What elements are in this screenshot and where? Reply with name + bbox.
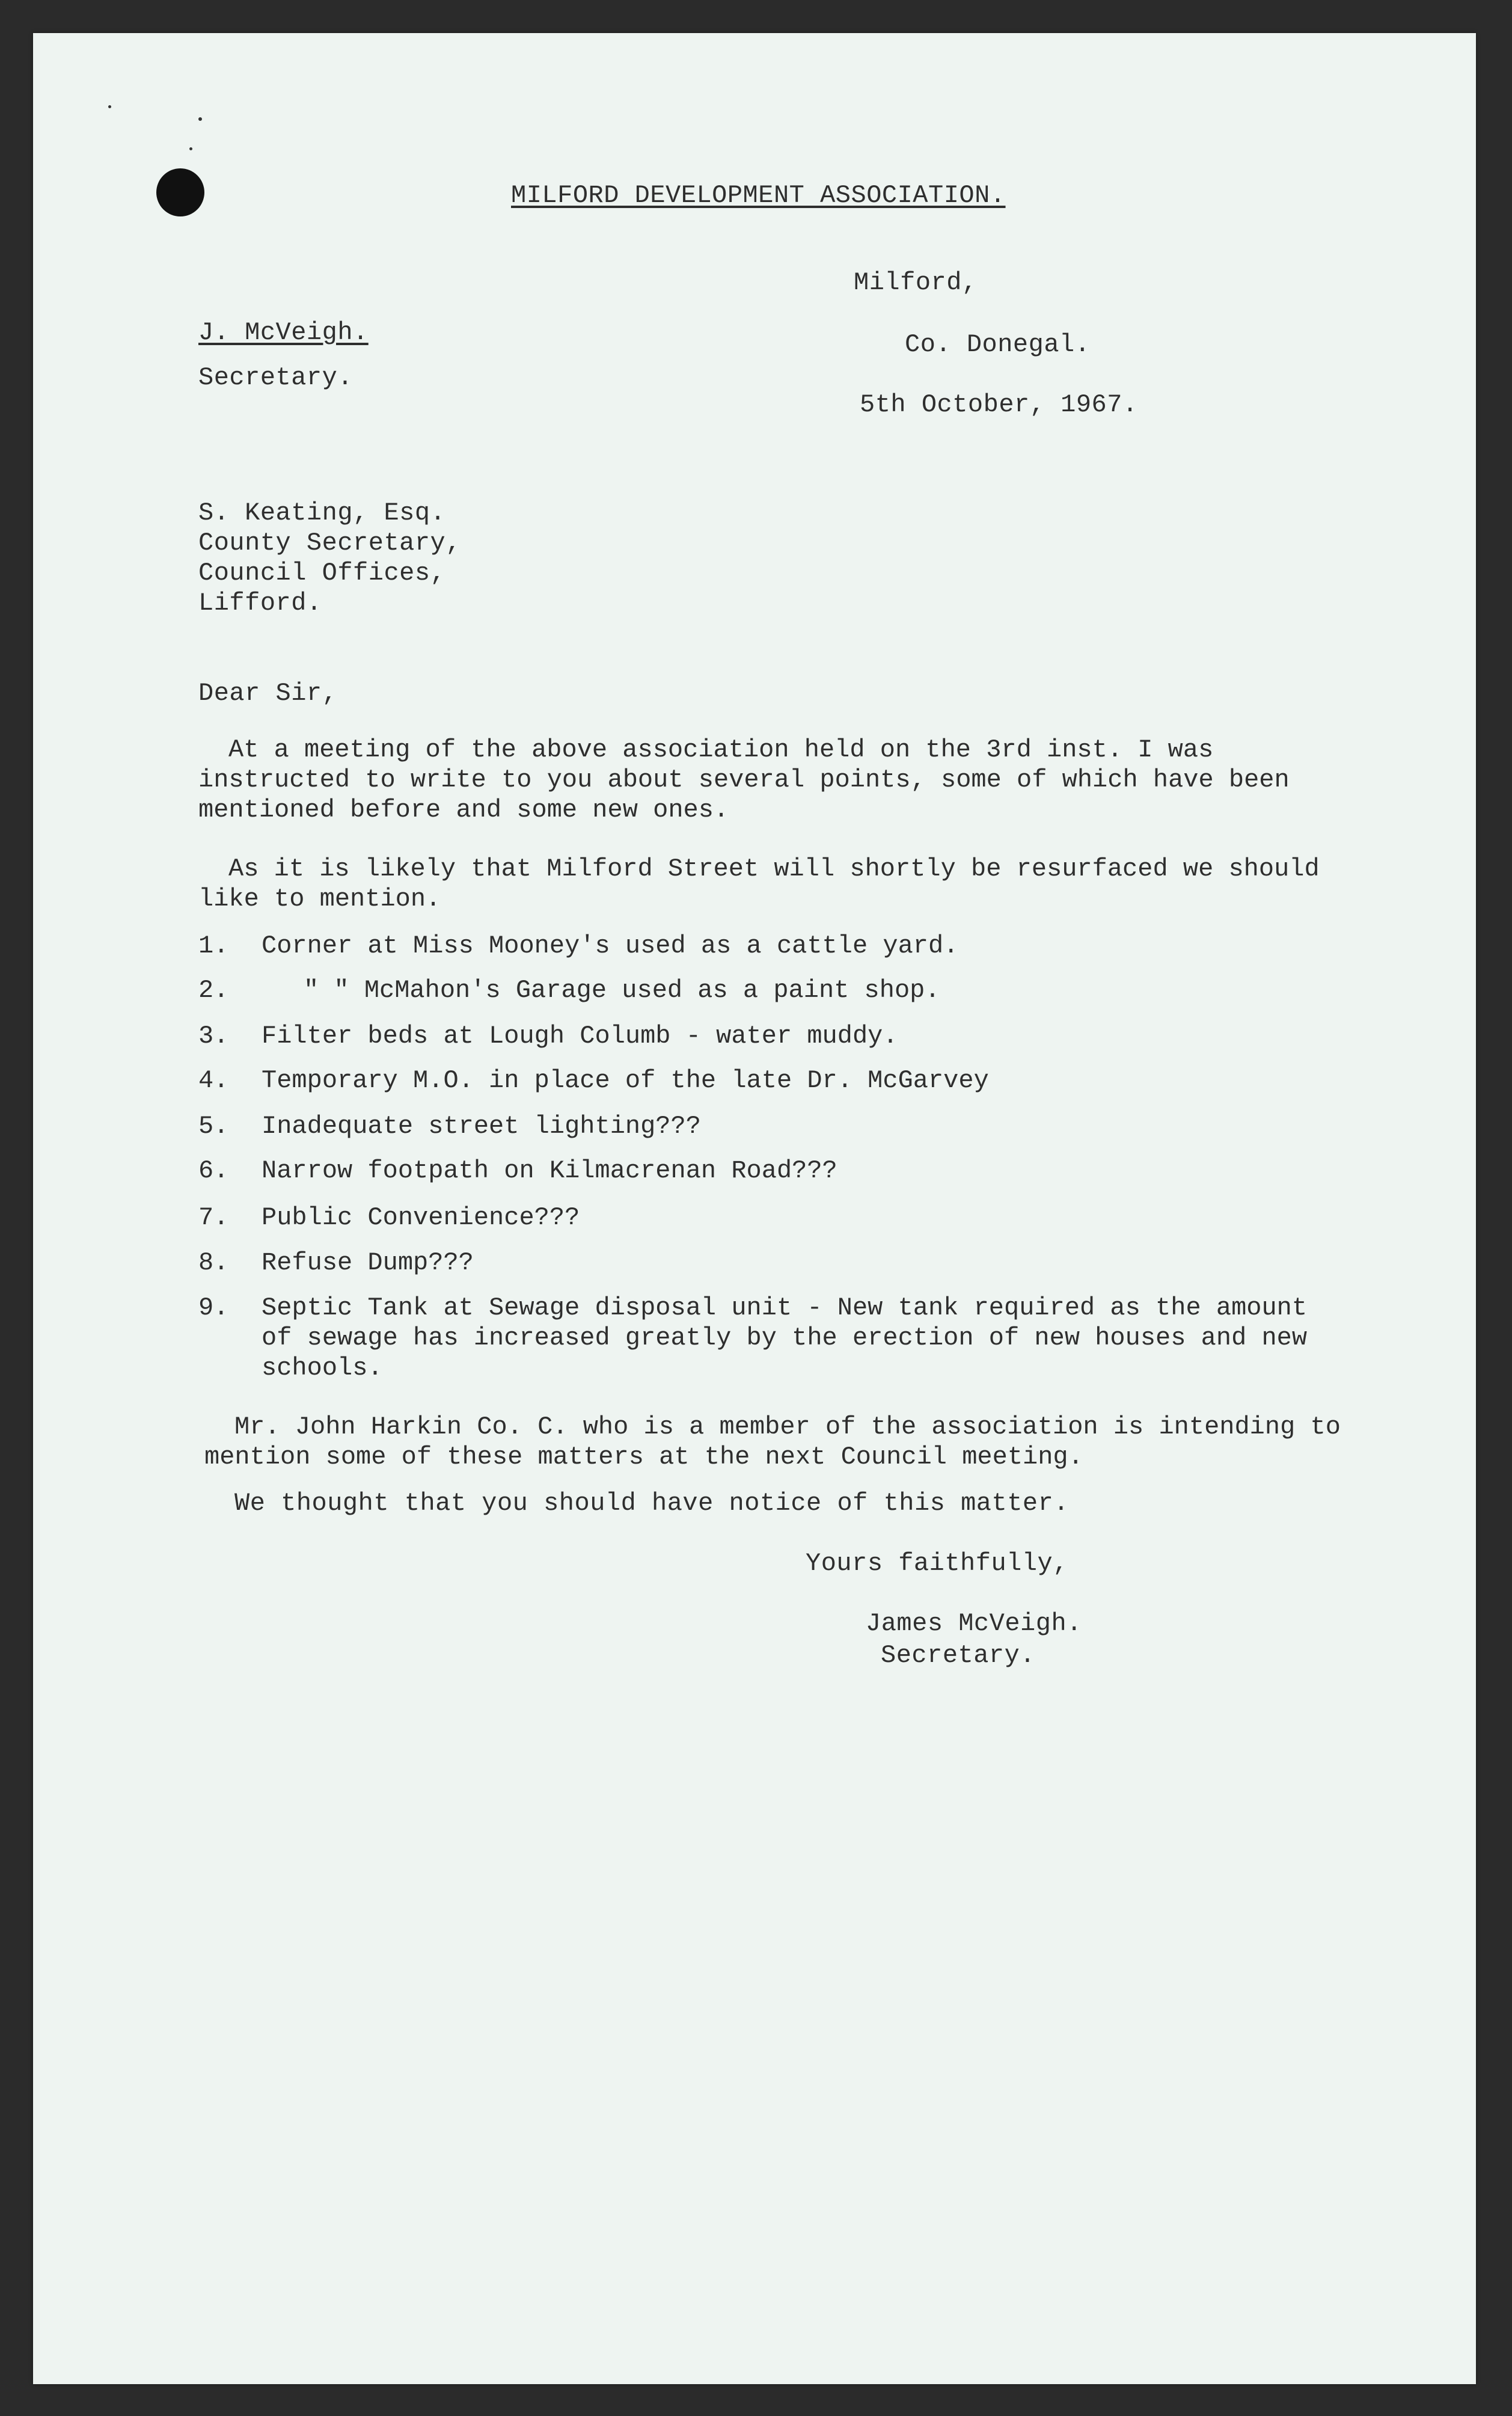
list-item	[262, 1293, 1307, 1383]
recipient-line-3: Council Offices,	[198, 559, 446, 587]
item-number: 3.	[198, 1022, 229, 1050]
sender-title: Secretary.	[198, 363, 354, 392]
list-item: " " McMahon's Garage used as a paint shop.	[304, 976, 940, 1005]
sender-name: J. McVeigh.	[198, 318, 369, 347]
paragraph-line: Mr. John Harkin Co. C. who is a member of the association is intending to	[234, 1412, 1341, 1441]
speck	[108, 105, 111, 108]
signature-title: Secretary.	[881, 1641, 1036, 1670]
paragraph-4: We thought that you should have notice of this matter.	[234, 1489, 1070, 1518]
salutation: Dear Sir,	[198, 679, 338, 708]
item-number: 8.	[198, 1248, 229, 1277]
paragraph-line: As it is likely that Milford Street will shortly be resurfaced we should	[228, 854, 1320, 883]
letter-heading: MILFORD DEVELOPMENT ASSOCIATION.	[511, 181, 1006, 210]
paragraph-2	[198, 854, 1320, 914]
recipient-line-1: S. Keating, Esq.	[198, 498, 446, 527]
recipient-line-4: Lifford.	[198, 589, 322, 618]
paragraph-1	[198, 735, 1290, 825]
list-item: Filter beds at Lough Columb - water muddy.	[262, 1022, 898, 1050]
address-line-1: Milford,	[854, 268, 978, 297]
paragraph-line: mention some of these matters at the next Council meeting.	[204, 1443, 1083, 1471]
list-item: Temporary M.O. in place of the late Dr. McGarvey	[262, 1066, 989, 1095]
paragraph-line: like to mention.	[198, 885, 441, 913]
paragraph-line: At a meeting of the above association held on the 3rd inst. I was	[228, 735, 1214, 764]
list-item: Narrow footpath on Kilmacrenan Road???	[262, 1156, 837, 1185]
paragraph-3	[204, 1412, 1341, 1472]
item-number: 6.	[198, 1156, 229, 1185]
item-number: 2.	[198, 976, 229, 1005]
item-number: 7.	[198, 1203, 229, 1232]
list-item-line: of sewage has increased greatly by the erection of new houses and new	[262, 1323, 1308, 1352]
signature-name: James McVeigh.	[866, 1609, 1082, 1638]
item-number: 4.	[198, 1066, 229, 1095]
recipient-line-2: County Secretary,	[198, 529, 461, 557]
paragraph-line: instructed to write to you about several points, some of which have been	[198, 765, 1290, 794]
speck	[189, 147, 192, 150]
list-item-line: Septic Tank at Sewage disposal unit - New tank required as the amount	[262, 1293, 1308, 1322]
list-item: Inadequate street lighting???	[262, 1112, 701, 1141]
paragraph-line: mentioned before and some new ones.	[198, 796, 729, 824]
item-number: 9.	[198, 1293, 229, 1322]
speck	[198, 117, 202, 121]
punch-hole	[156, 168, 204, 216]
item-number: 1.	[198, 931, 229, 960]
list-item: Public Convenience???	[262, 1203, 580, 1232]
letter-date: 5th October, 1967.	[860, 390, 1138, 419]
closing: Yours faithfully,	[806, 1549, 1068, 1578]
list-item: Corner at Miss Mooney's used as a cattle yard.	[262, 931, 959, 960]
item-number: 5.	[198, 1112, 229, 1141]
list-item: Refuse Dump???	[262, 1248, 474, 1277]
list-item-line: schools.	[262, 1354, 383, 1382]
address-line-2: Co. Donegal.	[905, 330, 1091, 359]
